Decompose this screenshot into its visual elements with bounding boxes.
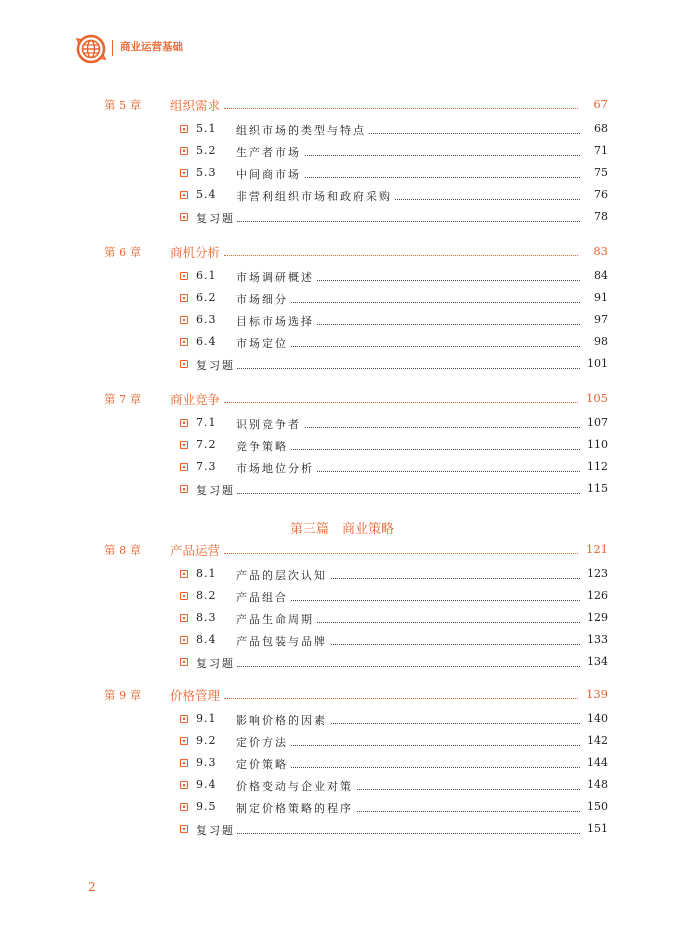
chapter-title: 商机分析 (170, 243, 223, 261)
section-number: 7.3 (196, 460, 217, 473)
section-title: 识别竞争者 (236, 416, 304, 432)
section-title: 复习题 (196, 359, 235, 372)
section-page: 71 (594, 144, 608, 157)
chapter-number-value: 7 (119, 393, 127, 406)
chapter-row[interactable] (104, 541, 608, 559)
section-title: 市场定位 (236, 335, 291, 351)
section-row[interactable] (180, 187, 608, 205)
square-bullet-icon (180, 419, 188, 427)
section-title: 生产者市场 (236, 144, 304, 160)
section-title: 复习题 (196, 212, 235, 225)
square-bullet-icon (180, 485, 188, 493)
page-number: 2 (88, 880, 96, 894)
section-number: 8.2 (196, 589, 217, 602)
section-number: 6.2 (196, 291, 217, 304)
chapter-page: 83 (593, 244, 608, 258)
section-number: 8.3 (196, 611, 217, 624)
section-title: 复习题 (196, 484, 235, 497)
section-page: 129 (587, 611, 608, 624)
chapter-leader-dots (224, 698, 578, 699)
section-page: 126 (587, 589, 608, 602)
square-bullet-icon (180, 316, 188, 324)
chapter-page: 67 (593, 97, 608, 111)
chapter-number: 第 8 章 (104, 543, 142, 557)
section-page: 75 (594, 166, 608, 179)
section-title: 非营利组织市场和政府采购 (236, 188, 395, 204)
section-number: 7.1 (196, 416, 217, 429)
section-leader-dots (196, 666, 580, 667)
section-number: 8.1 (196, 567, 217, 580)
section-number: 6.4 (196, 335, 217, 348)
section-row[interactable] (180, 165, 608, 183)
square-bullet-icon (180, 825, 188, 833)
chapter-number-value: 6 (119, 246, 127, 259)
section-number: 5.1 (196, 122, 217, 135)
chapter-leader-dots (224, 402, 578, 403)
section-row[interactable] (180, 821, 608, 839)
section-number: 7.2 (196, 438, 217, 451)
chapter-row[interactable] (104, 243, 608, 261)
section-number: 9.5 (196, 800, 217, 813)
chapter-number-value: 8 (119, 544, 127, 557)
section-page: 78 (594, 210, 608, 223)
section-row[interactable] (180, 610, 608, 628)
chapter-leader-dots (224, 255, 578, 256)
square-bullet-icon (180, 272, 188, 280)
section-number: 8.4 (196, 633, 217, 646)
square-bullet-icon (180, 715, 188, 723)
square-bullet-icon (180, 636, 188, 644)
chapter-title: 价格管理 (170, 686, 223, 704)
square-bullet-icon (180, 213, 188, 221)
section-page: 97 (594, 313, 608, 326)
section-row[interactable] (180, 415, 608, 433)
section-title: 产品组合 (236, 589, 291, 605)
square-bullet-icon (180, 592, 188, 600)
section-title: 目标市场选择 (236, 313, 317, 329)
section-row[interactable] (180, 481, 608, 499)
section-number: 9.2 (196, 734, 217, 747)
section-page: 84 (594, 269, 608, 282)
square-bullet-icon (180, 803, 188, 811)
square-bullet-icon (180, 169, 188, 177)
section-row[interactable] (180, 799, 608, 817)
chapter-title: 商业竞争 (170, 390, 223, 408)
section-page: 76 (594, 188, 608, 201)
square-bullet-icon (180, 781, 188, 789)
section-title: 竞争策略 (236, 438, 291, 454)
section-row[interactable] (180, 437, 608, 455)
square-bullet-icon (180, 125, 188, 133)
section-title: 产品包装与品牌 (236, 633, 330, 649)
chapter-leader-dots (224, 553, 578, 554)
chapter-number: 第 5 章 (104, 98, 142, 112)
section-number: 6.3 (196, 313, 217, 326)
section-row[interactable] (180, 268, 608, 286)
chapter-page: 121 (586, 542, 608, 556)
section-row[interactable] (180, 654, 608, 672)
section-number: 9.1 (196, 712, 217, 725)
section-title: 定价方法 (236, 734, 291, 750)
section-title: 复习题 (196, 657, 235, 670)
section-title: 定价策略 (236, 756, 291, 772)
section-title: 产品的层次认知 (236, 567, 330, 583)
section-title: 市场调研概述 (236, 269, 317, 285)
section-leader-dots (196, 833, 580, 834)
chapter-row[interactable] (104, 686, 608, 704)
section-title: 影响价格的因素 (236, 712, 330, 728)
section-page: 112 (587, 460, 608, 473)
section-page: 140 (587, 712, 608, 725)
section-row[interactable] (180, 777, 608, 795)
square-bullet-icon (180, 338, 188, 346)
section-title: 组织市场的类型与特点 (236, 122, 369, 138)
section-row[interactable] (180, 632, 608, 650)
section-page: 101 (587, 357, 608, 370)
square-bullet-icon (180, 147, 188, 155)
section-title: 产品生命周期 (236, 611, 317, 627)
section-row[interactable] (180, 459, 608, 477)
chapter-row[interactable] (104, 390, 608, 408)
chapter-leader-dots (224, 108, 578, 109)
chapter-number-value: 9 (119, 689, 127, 702)
section-page: 150 (587, 800, 608, 813)
square-bullet-icon (180, 737, 188, 745)
section-page: 107 (587, 416, 608, 429)
section-number: 5.4 (196, 188, 217, 201)
section-row[interactable] (180, 209, 608, 227)
section-row[interactable] (180, 755, 608, 773)
section-page: 110 (587, 438, 608, 451)
square-bullet-icon (180, 570, 188, 578)
section-number: 6.1 (196, 269, 217, 282)
section-leader-dots (196, 493, 580, 494)
section-row[interactable] (180, 588, 608, 606)
square-bullet-icon (180, 360, 188, 368)
section-number: 5.3 (196, 166, 217, 179)
section-page: 148 (587, 778, 608, 791)
chapter-number-value: 5 (119, 99, 127, 112)
square-bullet-icon (180, 441, 188, 449)
section-row[interactable] (180, 334, 608, 352)
section-page: 98 (594, 335, 608, 348)
square-bullet-icon (180, 759, 188, 767)
chapter-page: 105 (586, 391, 608, 405)
square-bullet-icon (180, 614, 188, 622)
section-title: 复习题 (196, 824, 235, 837)
section-number: 9.3 (196, 756, 217, 769)
section-title: 制定价格策略的程序 (236, 800, 356, 816)
part-title: 第三篇 商业策略 (289, 522, 394, 537)
section-page: 144 (587, 756, 608, 769)
square-bullet-icon (180, 463, 188, 471)
chapter-number: 第 6 章 (104, 245, 142, 259)
chapter-row[interactable] (104, 96, 608, 114)
section-title: 中间商市场 (236, 166, 304, 182)
square-bullet-icon (180, 294, 188, 302)
section-page: 68 (594, 122, 608, 135)
section-title: 市场地位分析 (236, 460, 317, 476)
section-title: 市场细分 (236, 291, 291, 307)
section-row[interactable] (180, 356, 608, 374)
section-row[interactable] (180, 711, 608, 729)
section-row[interactable] (180, 143, 608, 161)
section-number: 5.2 (196, 144, 217, 157)
header-title: 商业运营基础 (120, 41, 183, 53)
section-page: 91 (594, 291, 608, 304)
section-page: 142 (587, 734, 608, 747)
section-row[interactable] (180, 733, 608, 751)
chapter-page: 139 (586, 687, 608, 701)
chapter-title: 组织需求 (170, 96, 223, 114)
section-page: 133 (587, 633, 608, 646)
section-title: 价格变动与企业对策 (236, 778, 356, 794)
chapter-title: 产品运营 (170, 541, 223, 559)
section-leader-dots (196, 221, 580, 222)
square-bullet-icon (180, 658, 188, 666)
section-row[interactable] (180, 312, 608, 330)
section-page: 115 (587, 482, 608, 495)
section-row[interactable] (180, 121, 608, 139)
square-bullet-icon (180, 191, 188, 199)
section-page: 151 (587, 822, 608, 835)
section-number: 9.4 (196, 778, 217, 791)
section-page: 123 (587, 567, 608, 580)
section-row[interactable] (180, 566, 608, 584)
section-page: 134 (587, 655, 608, 668)
chapter-number: 第 9 章 (104, 688, 142, 702)
section-leader-dots (196, 368, 580, 369)
section-row[interactable] (180, 290, 608, 308)
chapter-number: 第 7 章 (104, 392, 142, 406)
